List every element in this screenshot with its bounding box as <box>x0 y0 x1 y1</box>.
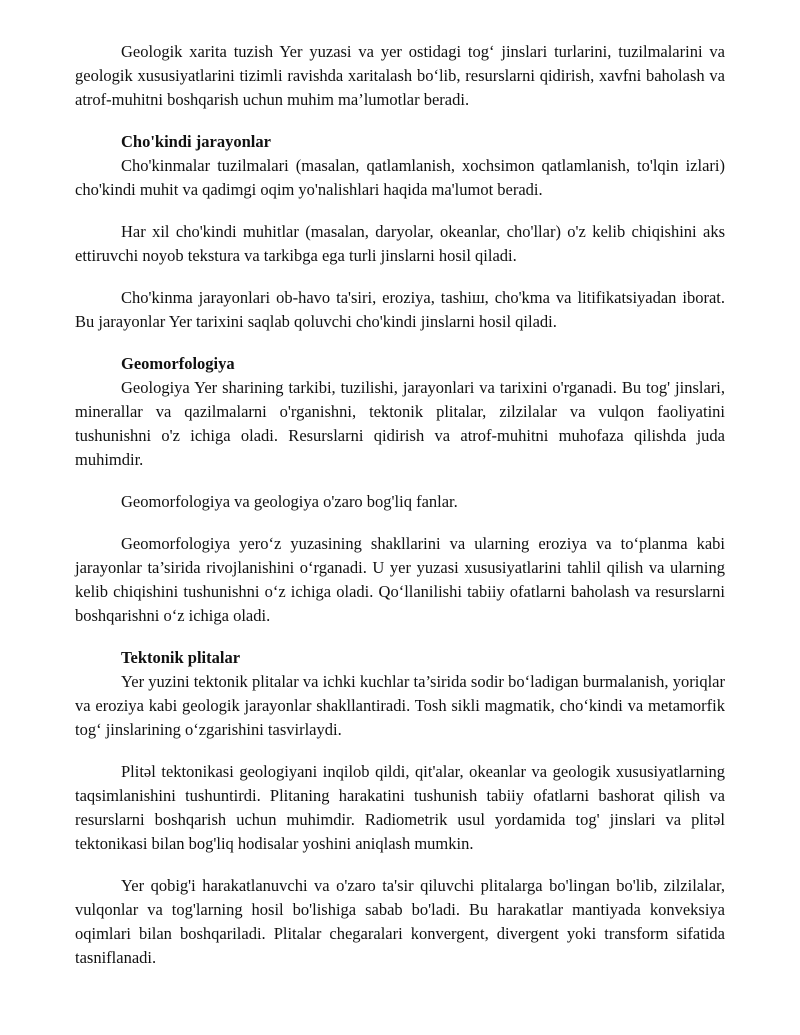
paragraph: Yer qobig'i harakatlanuvchi va o'zaro ta'sir qiluvchi plitalarga bo'lingan bo'lib, zilzilalar, vulqonlar va tog'larning hosil bo'lishiga sabab bo'ladi. Bu harakatlar mantiyada konveksiya oqimlari bilan boshqariladi. Plitalar chegaralari konvergent, divergent yoki transform sifatida tasniflanadi. <box>75 876 725 967</box>
section-heading-geomorfologiya: Geomorfologiya <box>121 354 235 373</box>
paragraph: Plitəl tektonikasi geologiyani inqilob qildi, qit'alar, okeanlar va geologik xususiyatlarning taqsimlanishini tushuntirdi. Plitaning harakatini tushunish tabiiy ofatlarni bashorat qilish va resurslarni boshqarish uchun muhimdir. Radiometrik usul yordamida tog' jinslari va plitəl tektonikasi bilan bog'liq hodisalar yoshini aniqlash mumkin. <box>75 762 725 853</box>
paragraph: Yer yuzini tektonik plitalar va ichki kuchlar ta’sirida sodir bo‘ladigan burmalanish, yoriqlar va eroziya kabi geologik jarayonlar shakllantiradi. Tosh sikli magmatik, cho‘kindi va metamorfik tog‘ jinslarining o‘zgarishini tasvirlaydi. <box>75 672 725 739</box>
section-heading-tektonik: Tektonik plitalar <box>121 648 241 667</box>
intro-paragraph: Geologik xarita tuzish Yer yuzasi va yer ostidagi tog‘ jinslari turlarini, tuzilmalarini va geologik xususiyatlarini tizimli ravishda xaritalash bo‘lib, resurslarni qidirish, xavfni baholash va atrof-muhitni boshqarish uchun muhim ma’lumotlar beradi. <box>75 42 725 109</box>
paragraph: Geomorfologiya yero‘z yuzasining shakllarini va ularning eroziya va to‘planma kabi jarayonlar ta’sirida rivojlanishini o‘rganadi. U yer yuzasi xususiyatlarini tahlil qilish va ularning kelib chiqishini tushunishni o‘z ichiga oladi. Qo‘llanilishi tabiiy ofatlarni baholash va resurslarni boshqarishni o‘z ichiga oladi. <box>75 534 725 625</box>
paragraph: Har xil cho'kindi muhitlar (masalan, daryolar, okeanlar, cho'llar) o'z kelib chiqishini aks ettiruvchi noyob tekstura va tarkibga ega turli jinslarni hosil qiladi. <box>75 222 725 265</box>
section-heading-chokindi: Cho'kindi jarayonlar <box>121 132 271 151</box>
paragraph: Cho'kinma jarayonlari ob-havo ta'siri, eroziya, tashiш, cho'kma va litifikatsiyadan iborat. Bu jarayonlar Yer tarixini saqlab qoluvchi cho'kindi jinslarni hosil qiladi. <box>75 288 725 331</box>
paragraph: Cho'kinmalar tuzilmalari (masalan, qatlamlanish, xochsimon qatlamlanish, to'lqin izlari) cho'kindi muhit va qadimgi oqim yo'nalishlari haqida ma'lumot beradi. <box>75 156 725 199</box>
paragraph: Geomorfologiya va geologiya o'zaro bog'liq fanlar. <box>121 492 458 511</box>
paragraph: Geologiya Yer sharining tarkibi, tuzilishi, jarayonlari va tarixini o'rganadi. Bu tog' jinslari, minerallar va qazilmalarni o'rganishni, tektonik plitalar, zilzilalar va vulqon faoliyatini tushunishni o'z ichiga oladi. Resurslarni qidirish va atrof-muhitni muhofaza qilishda juda muhimdir. <box>75 378 725 469</box>
